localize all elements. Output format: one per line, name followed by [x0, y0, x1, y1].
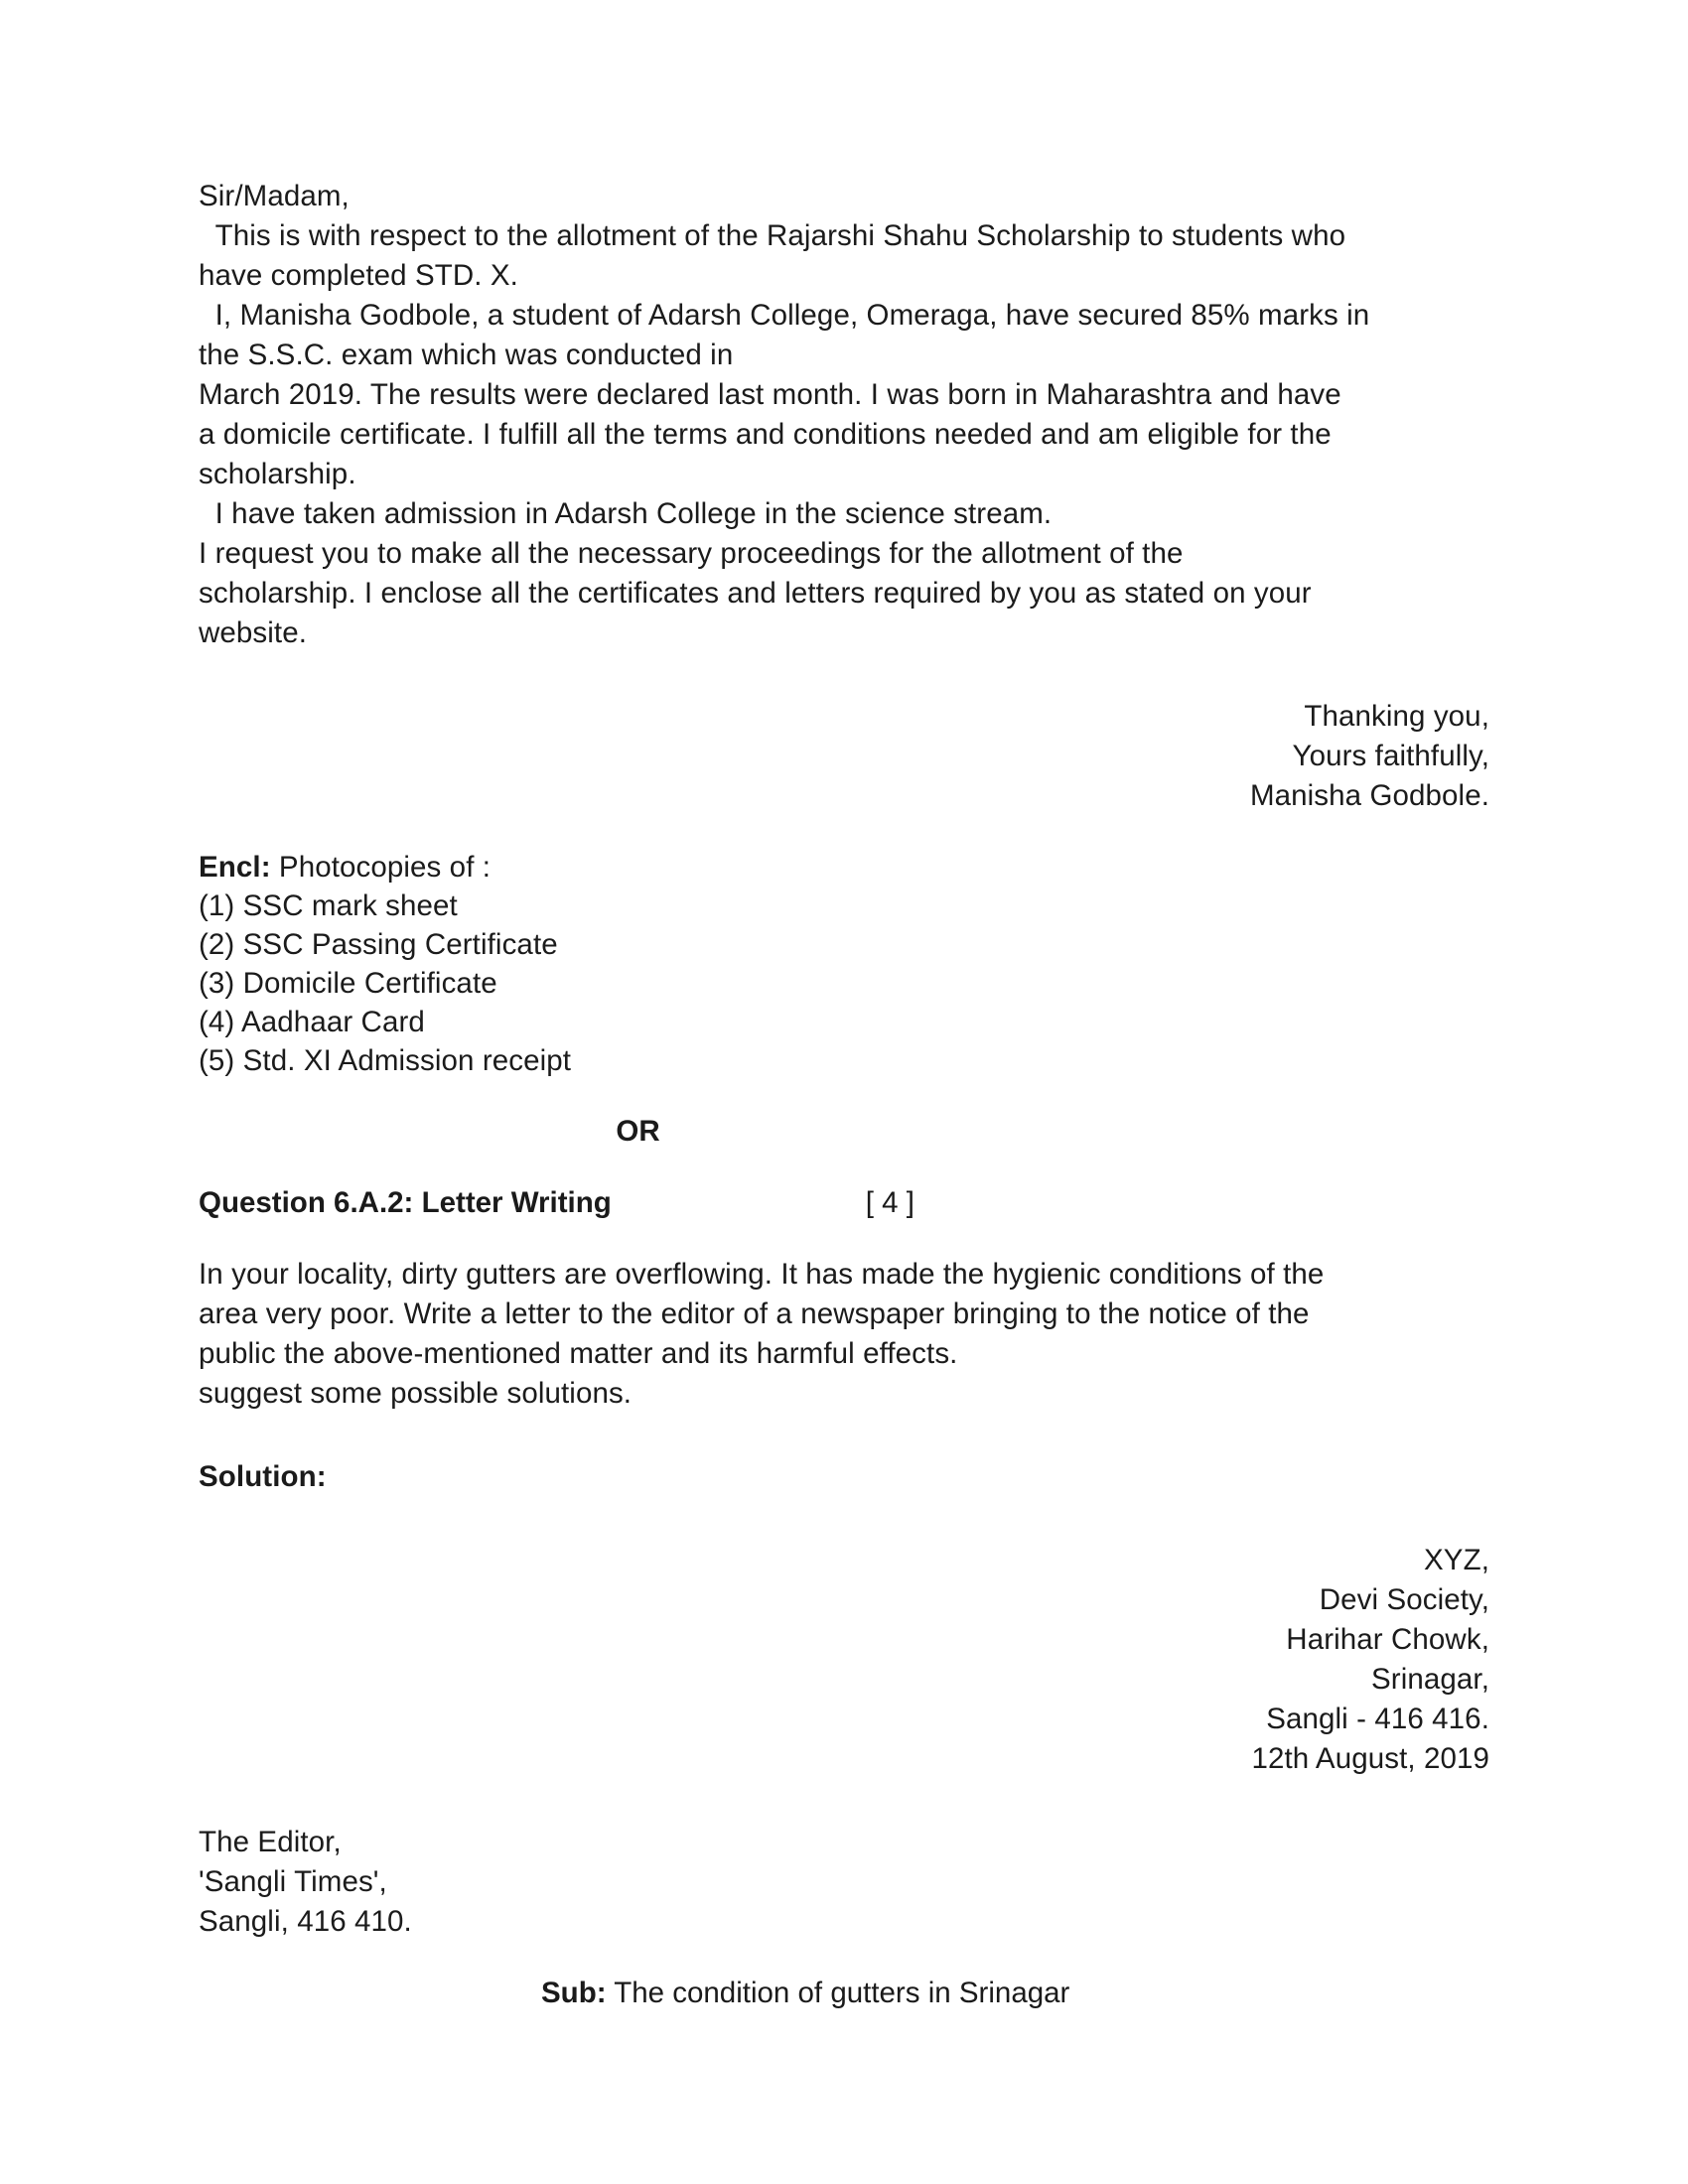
- enclosure-item: (3) Domicile Certificate: [199, 967, 497, 1000]
- document-content: [199, 177, 1489, 2013]
- letter-body-line: I, Manisha Godbole, a student of Adarsh College, Omeraga, have secured 85% marks in: [199, 299, 1370, 332]
- recipient-address-line: 'Sangli Times',: [199, 1865, 387, 1898]
- spacer: [199, 1942, 1489, 1974]
- recipient-address-line: Sangli, 416 410.: [199, 1905, 412, 1938]
- enclosure-item: (5) Std. XI Admission receipt: [199, 1044, 572, 1077]
- closing-signature: Manisha Godbole.: [1249, 779, 1489, 812]
- letter-body-line: I request you to make all the necessary proceedings for the allotment of the: [199, 537, 1184, 570]
- subject-text: The condition of gutters in Srinagar: [606, 1977, 1070, 2009]
- letter-body-line: have completed STD. X.: [199, 259, 518, 292]
- prompt-line: public the above-mentioned matter and its harmful effects.: [199, 1337, 958, 1370]
- recipient-address-line: The Editor,: [199, 1826, 342, 1858]
- question-prompt: [199, 1255, 1489, 1414]
- sender-address-line: Sangli - 416 416.: [1266, 1703, 1489, 1735]
- enclosure-item: (1) SSC mark sheet: [199, 889, 458, 922]
- or-separator: OR: [616, 1115, 660, 1148]
- letter-one-body: [199, 177, 1489, 653]
- spacer: [199, 816, 1489, 848]
- solution-label: Solution:: [199, 1460, 327, 1493]
- spacer: [199, 653, 1489, 697]
- question-marks: [ 4 ]: [865, 1186, 914, 1219]
- sender-address-line: Harihar Chowk,: [1286, 1623, 1489, 1656]
- enclosure-label: Encl:: [199, 851, 271, 884]
- enclosure-item: (4) Aadhaar Card: [199, 1006, 425, 1038]
- enclosure-section: [199, 848, 1489, 1080]
- spacer: [199, 1779, 1489, 1823]
- enclosure-header: [199, 848, 1489, 887]
- letter-body-line: scholarship. I enclose all the certificates and letters required by you as stated on your: [199, 577, 1312, 610]
- spacer: [199, 1152, 1489, 1183]
- prompt-line: suggest some possible solutions.: [199, 1377, 633, 1410]
- sender-address-line: XYZ,: [1424, 1544, 1489, 1576]
- spacer: [199, 1080, 1489, 1112]
- question-heading-row: [199, 1183, 1489, 1223]
- letter-body-line: This is with respect to the allotment of the Rajarshi Shahu Scholarship to students who: [199, 219, 1346, 252]
- closing-thanking: Thanking you,: [1304, 700, 1489, 733]
- sender-address-line: Devi Society,: [1319, 1583, 1489, 1616]
- subject-label: Sub:: [541, 1977, 607, 2009]
- sender-address-block: [199, 1541, 1489, 1779]
- recipient-address-block: [199, 1823, 1489, 1942]
- letter-body-line: March 2019. The results were declared last month. I was born in Maharashtra and have: [199, 378, 1341, 411]
- question-title: Question 6.A.2: Letter Writing: [199, 1186, 612, 1219]
- spacer: [199, 1497, 1489, 1541]
- enclosure-label-rest: Photocopies of :: [270, 851, 492, 884]
- letter-body-line: the S.S.C. exam which was conducted in: [199, 339, 734, 371]
- spacer: [199, 1223, 1489, 1255]
- letter-body-line: a domicile certificate. I fulfill all the terms and conditions needed and am eligible for the: [199, 418, 1332, 451]
- sender-address-line: Srinagar,: [1371, 1663, 1489, 1696]
- letter-body-line: scholarship.: [199, 458, 356, 490]
- prompt-line: area very poor. Write a letter to the editor of a newspaper bringing to the notice of the: [199, 1297, 1310, 1330]
- salutation: Sir/Madam,: [199, 180, 350, 212]
- letter-body-line: I have taken admission in Adarsh College in the science stream.: [199, 497, 1053, 530]
- prompt-line: In your locality, dirty gutters are overflowing. It has made the hygienic conditions of the: [199, 1258, 1325, 1291]
- closing-valediction: Yours faithfully,: [1292, 740, 1489, 772]
- subject-line: [199, 1974, 1489, 2013]
- sender-address-date: 12th August, 2019: [1251, 1742, 1489, 1775]
- letter-one-closing: [199, 697, 1489, 816]
- spacer: [199, 1414, 1489, 1457]
- letter-body-line: website.: [199, 616, 308, 649]
- enclosure-item: (2) SSC Passing Certificate: [199, 928, 558, 961]
